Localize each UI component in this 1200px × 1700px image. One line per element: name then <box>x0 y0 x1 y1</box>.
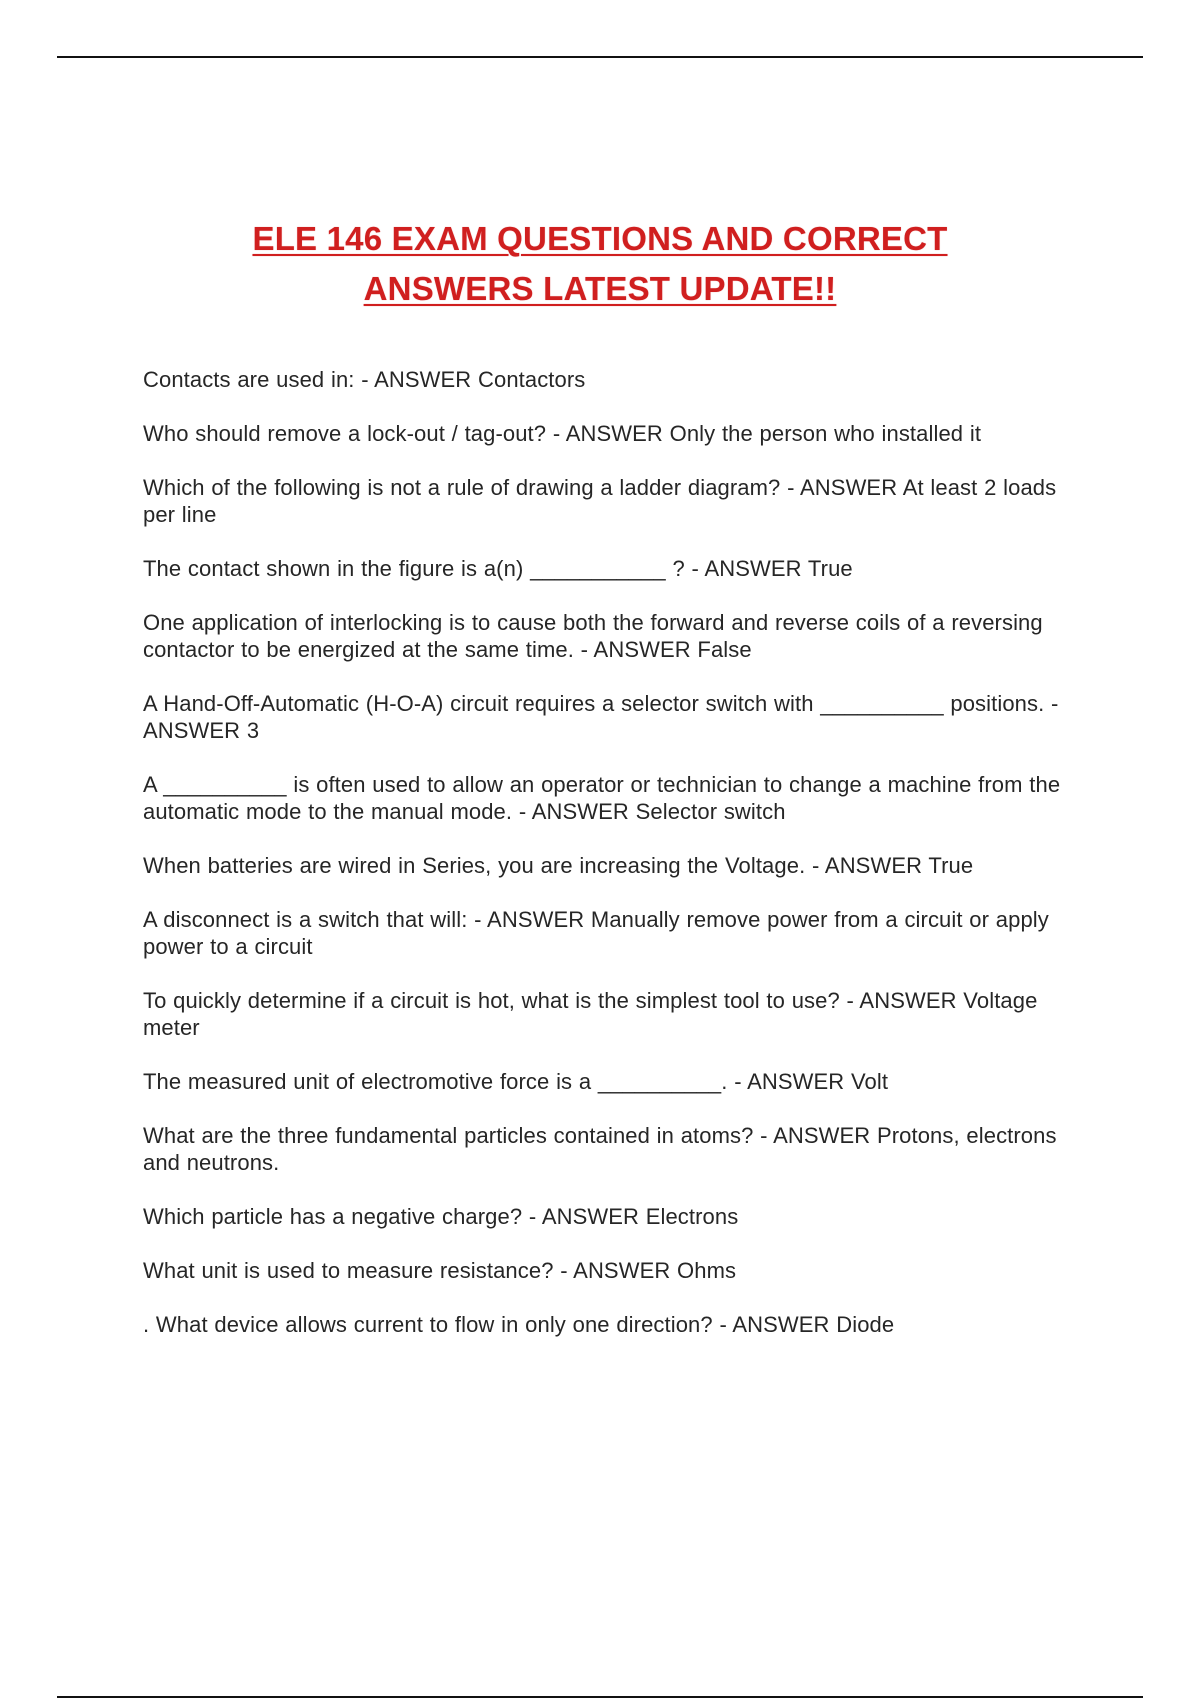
qa-item: A Hand-Off-Automatic (H-O-A) circuit requires a selector switch with __________ positions. - ANSWER 3 <box>143 691 1059 743</box>
top-rule <box>57 56 1143 58</box>
qa-item: To quickly determine if a circuit is hot, what is the simplest tool to use? - ANSWER Voltage meter <box>143 988 1038 1040</box>
qa-item: Which particle has a negative charge? - ANSWER Electrons <box>143 1204 739 1229</box>
qa-item: The measured unit of electromotive force is a __________. - ANSWER Volt <box>143 1069 889 1094</box>
qa-item: A disconnect is a switch that will: - ANSWER Manually remove power from a circuit or apply power to a circuit <box>143 907 1049 959</box>
title-line-1: ELE 146 EXAM QUESTIONS AND CORRECT <box>252 220 948 257</box>
qa-item: What are the three fundamental particles contained in atoms? - ANSWER Protons, electrons and neutrons. <box>143 1123 1057 1175</box>
question-answer-list <box>143 366 1068 1365</box>
qa-item: One application of interlocking is to cause both the forward and reverse coils of a reversing contactor to be energized at the same time. - ANSWER False <box>143 610 1043 662</box>
document-title <box>0 214 1200 314</box>
bottom-rule <box>57 1696 1143 1698</box>
title-line-2: ANSWERS LATEST UPDATE!! <box>363 270 837 307</box>
qa-item: What unit is used to measure resistance? - ANSWER Ohms <box>143 1258 737 1283</box>
qa-item: A __________ is often used to allow an operator or technician to change a machine from the automatic mode to the manual mode. - ANSWER Selector switch <box>143 772 1061 824</box>
qa-item: Who should remove a lock-out / tag-out? - ANSWER Only the person who installed it <box>143 421 982 446</box>
qa-item: Which of the following is not a rule of drawing a ladder diagram? - ANSWER At least 2 loads per line <box>143 475 1057 527</box>
qa-item: . What device allows current to flow in only one direction? - ANSWER Diode <box>143 1312 895 1337</box>
qa-item: Contacts are used in: - ANSWER Contactors <box>143 367 586 392</box>
qa-item: When batteries are wired in Series, you are increasing the Voltage. - ANSWER True <box>143 853 974 878</box>
qa-item: The contact shown in the figure is a(n) ___________ ? - ANSWER True <box>143 556 853 581</box>
